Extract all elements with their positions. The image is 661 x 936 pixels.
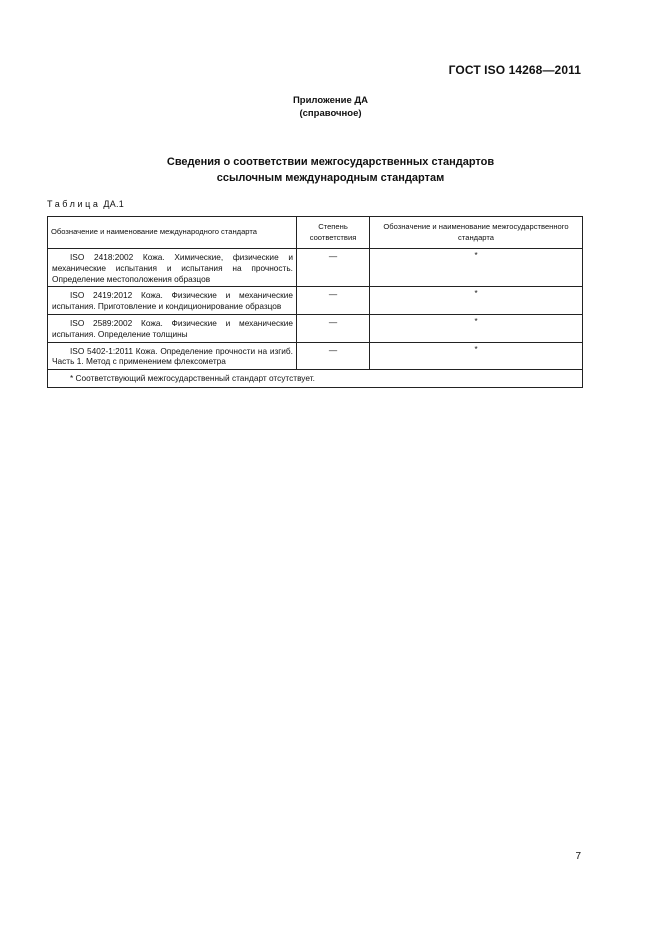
header-degree-of-conformity: Степень соответствия: [297, 217, 370, 249]
international-standard-text: ISO 2589:2002 Кожа. Физические и механические испытания. Определение толщины: [52, 317, 293, 339]
header-interstate-standard: Обозначение и наименование межгосударственного стандарта: [370, 217, 583, 249]
table-header-row: [48, 217, 583, 249]
header-international-standard: Обозначение и наименование международного стандарта: [48, 217, 297, 249]
interstate-standard-cell: *: [370, 342, 583, 370]
page-number: 7: [575, 851, 581, 862]
correspondence-table: [47, 216, 583, 388]
international-standard-text: ISO 2418:2002 Кожа. Химические, физические и механические испытания и испытания на прочность. Определение местоположения образцов: [52, 252, 293, 284]
annex-type: (справочное): [299, 108, 362, 119]
international-standard-cell: [48, 249, 297, 287]
interstate-standard-cell: *: [370, 314, 583, 342]
degree-cell: —: [297, 342, 370, 370]
table-footnote: * Соответствующий межгосударственный стандарт отсутствует.: [48, 370, 583, 388]
degree-cell: —: [297, 287, 370, 315]
table-row: [48, 287, 583, 315]
table-footnote-row: [48, 370, 583, 388]
document-code: ГОСТ ISO 14268—2011: [448, 63, 581, 77]
interstate-standard-cell: *: [370, 287, 583, 315]
section-heading-line-2: ссылочным международным стандартам: [216, 172, 445, 184]
interstate-standard-cell: *: [370, 249, 583, 287]
table-row: [48, 342, 583, 370]
table-row: [48, 314, 583, 342]
annex-title: Приложение ДА: [292, 95, 369, 106]
degree-cell: —: [297, 249, 370, 287]
table-caption-number: ДА.1: [103, 199, 125, 209]
international-standard-cell: [48, 287, 297, 315]
international-standard-cell: [48, 342, 297, 370]
table-caption-prefix: Таблица: [47, 199, 101, 209]
section-heading: [0, 154, 661, 186]
international-standard-text: ISO 2419:2012 Кожа. Физические и механические испытания. Приготовление и кондиционирование образцов: [52, 290, 293, 312]
international-standard-text: ISO 5402-1:2011 Кожа. Определение прочности на изгиб. Часть 1. Метод с применением флексометра: [52, 345, 293, 367]
degree-cell: —: [297, 314, 370, 342]
international-standard-cell: [48, 314, 297, 342]
table-row: [48, 249, 583, 287]
section-heading-line-1: Сведения о соответствии межгосударственных стандартов: [166, 156, 495, 168]
table-caption: [47, 199, 124, 209]
